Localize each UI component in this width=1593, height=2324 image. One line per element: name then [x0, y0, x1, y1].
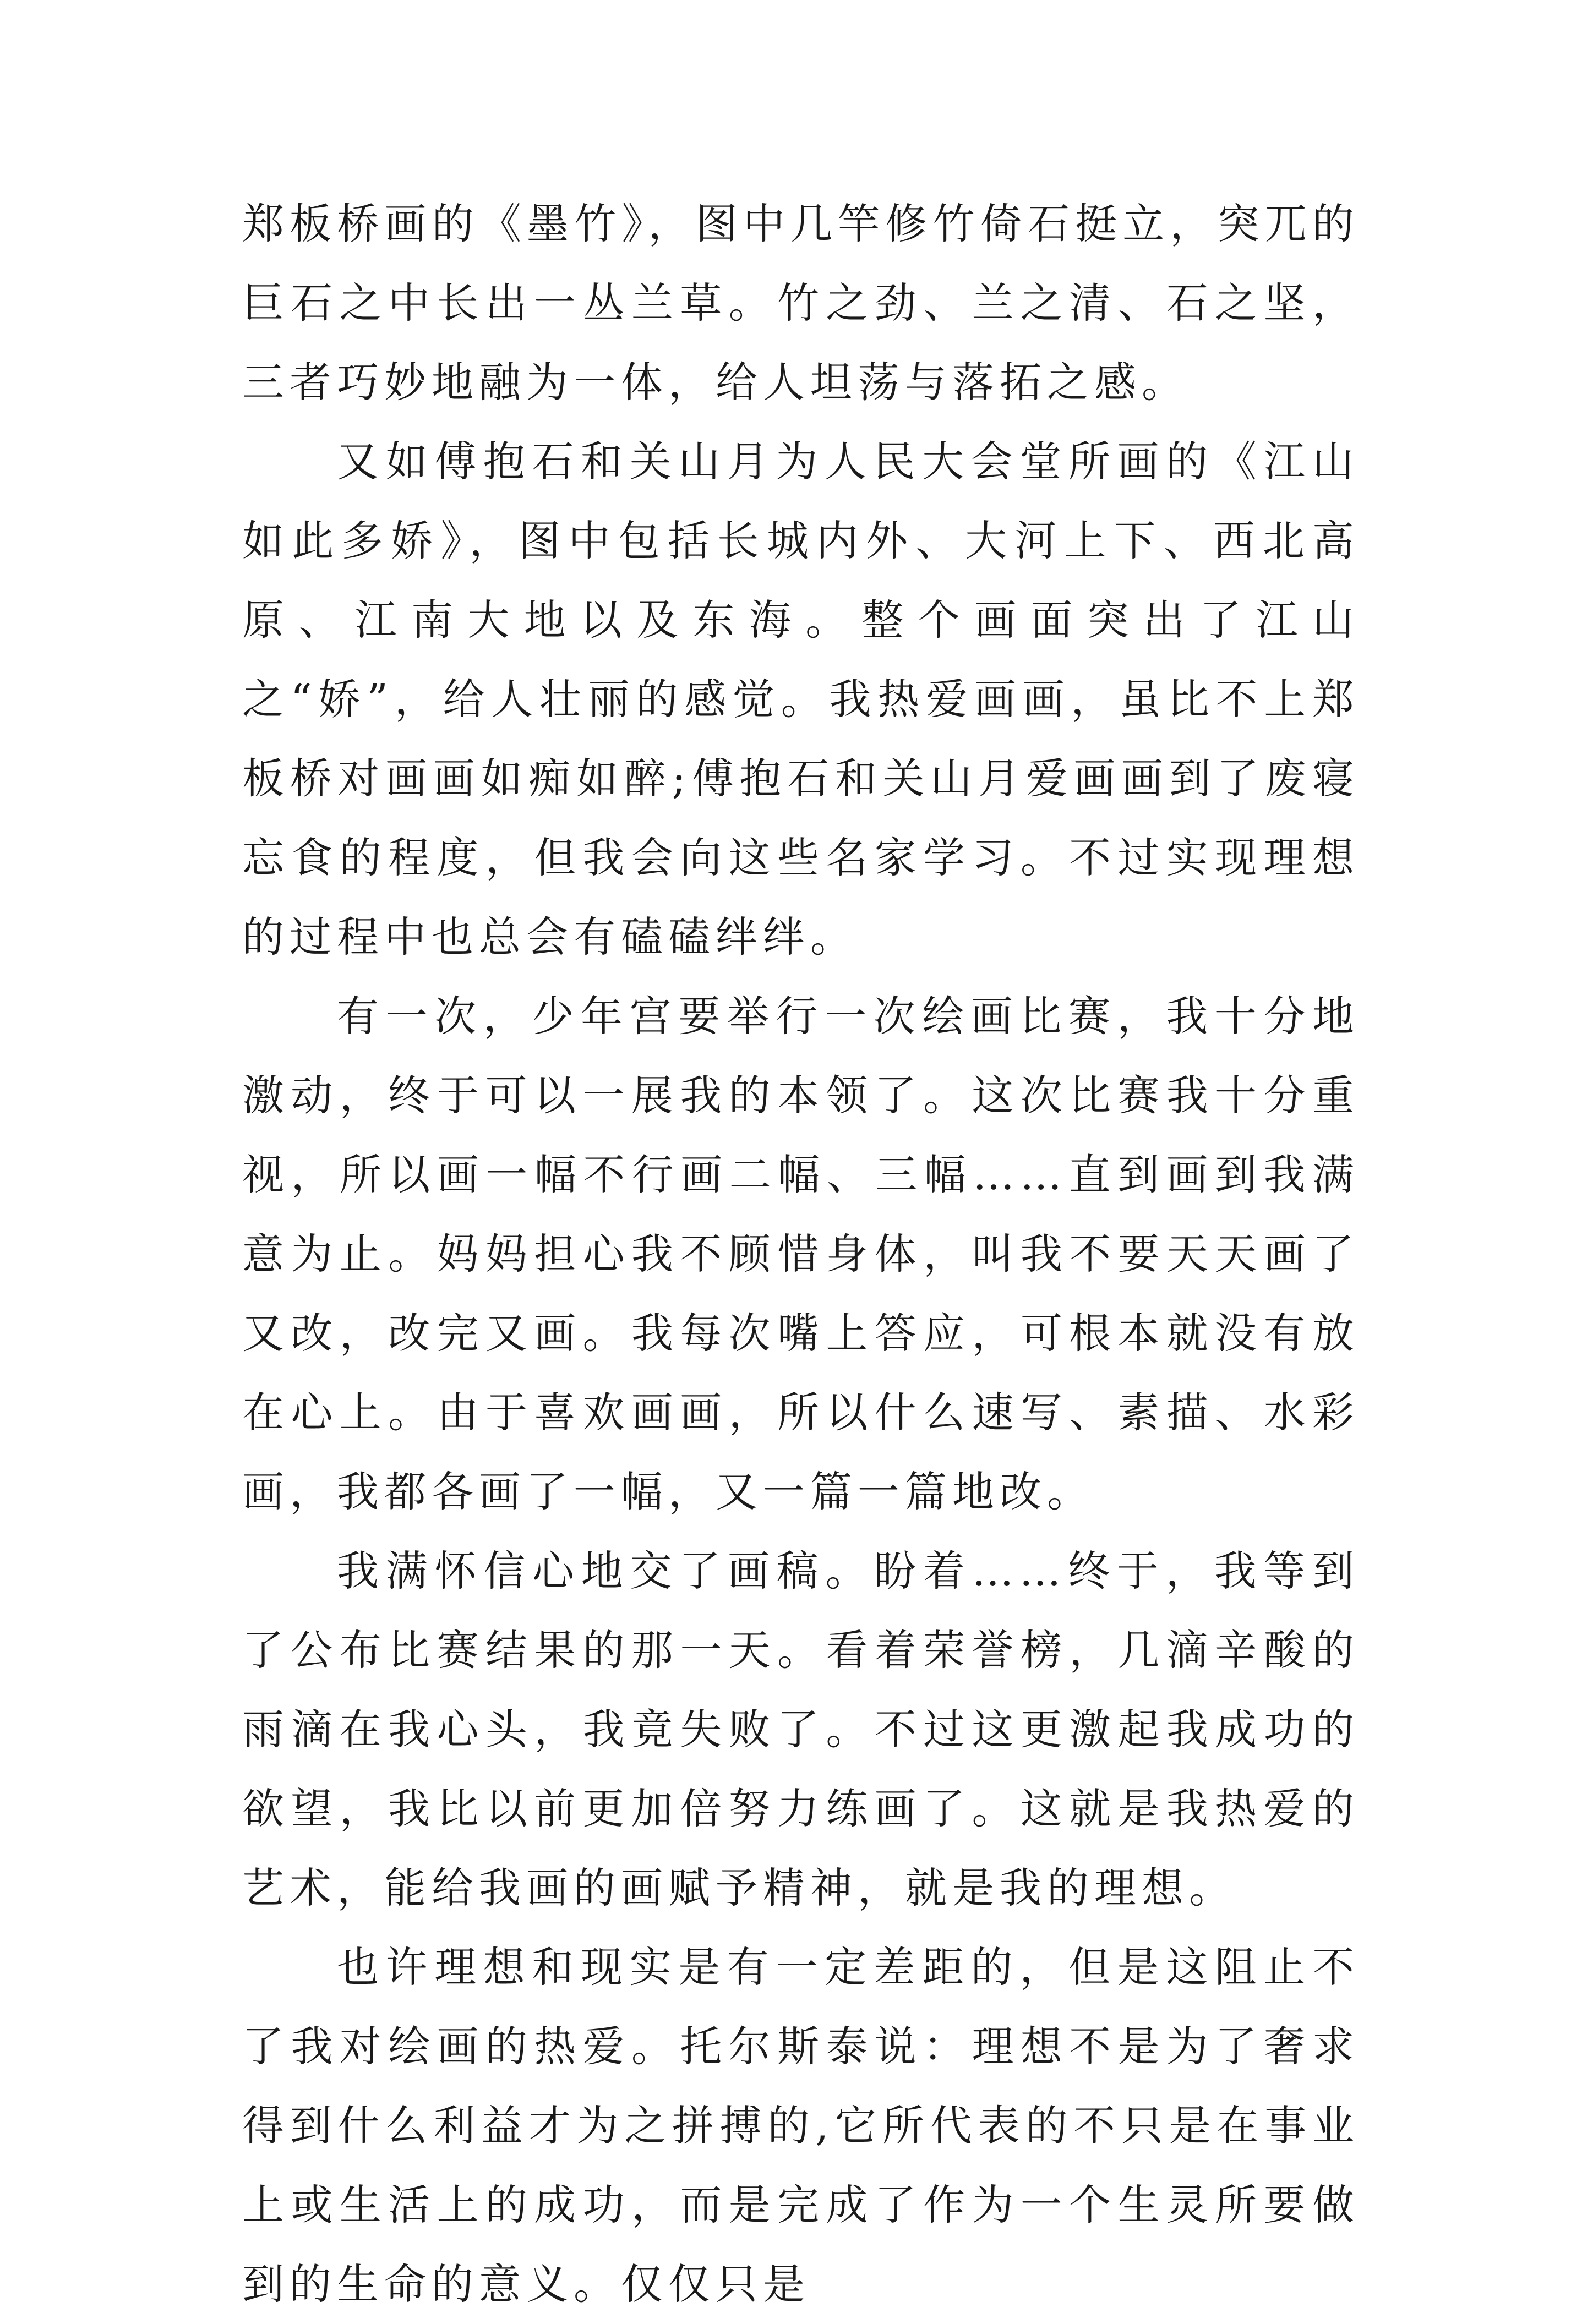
paragraph-2: 又如傅抱石和关山月为人民大会堂所画的《江山如此多娇》，图中包括长城内外、大河上下、西北高原、江南大地以及东海。整个画面突出了江山之“娇”，给人壮丽的感觉。我热爱画画，虽比不上郑板桥对画画如痴如醉;傅抱石和关山月爱画画到了废寝忘食的程度，但我会向这些名家学习。不过实现理想的过程中也总会有磕磕绊绊。	[242, 437, 1360, 961]
paragraph-4: 我满怀信心地交了画稿。盼着……终于，我等到了公布比赛结果的那一天。看着荣誉榜，几滴辛酸的雨滴在我心头，我竟失败了。不过这更激起我成功的欲望，我比以前更加倍努力练画了。这就是我热爱的艺术，能给我画的画赋予精神，就是我的理想。	[242, 1546, 1360, 1912]
paragraph-1: 郑板桥画的《墨竹》，图中几竿修竹倚石挺立，突兀的巨石之中长出一丛兰草。竹之劲、兰之清、石之坚，三者巧妙地融为一体，给人坦荡与落拓之感。	[242, 199, 1360, 407]
document-body	[242, 184, 1360, 2324]
paragraph-5: 也许理想和现实是有一定差距的，但是这阻止不了我对绘画的热爱。托尔斯泰说：理想不是为了奢求得到什么利益才为之拼搏的,它所代表的不只是在事业上或生活上的成功，而是完成了作为一个生灵所要做到的生命的意义。仅仅只是	[242, 1943, 1360, 2309]
paragraph-3: 有一次，少年宫要举行一次绘画比赛，我十分地激动，终于可以一展我的本领了。这次比赛我十分重视，所以画一幅不行画二幅、三幅……直到画到我满意为止。妈妈担心我不顾惜身体，叫我不要天天画了又改，改完又画。我每次嘴上答应，可根本就没有放在心上。由于喜欢画画，所以什么速写、素描、水彩画，我都各画了一幅，又一篇一篇地改。	[242, 992, 1360, 1516]
